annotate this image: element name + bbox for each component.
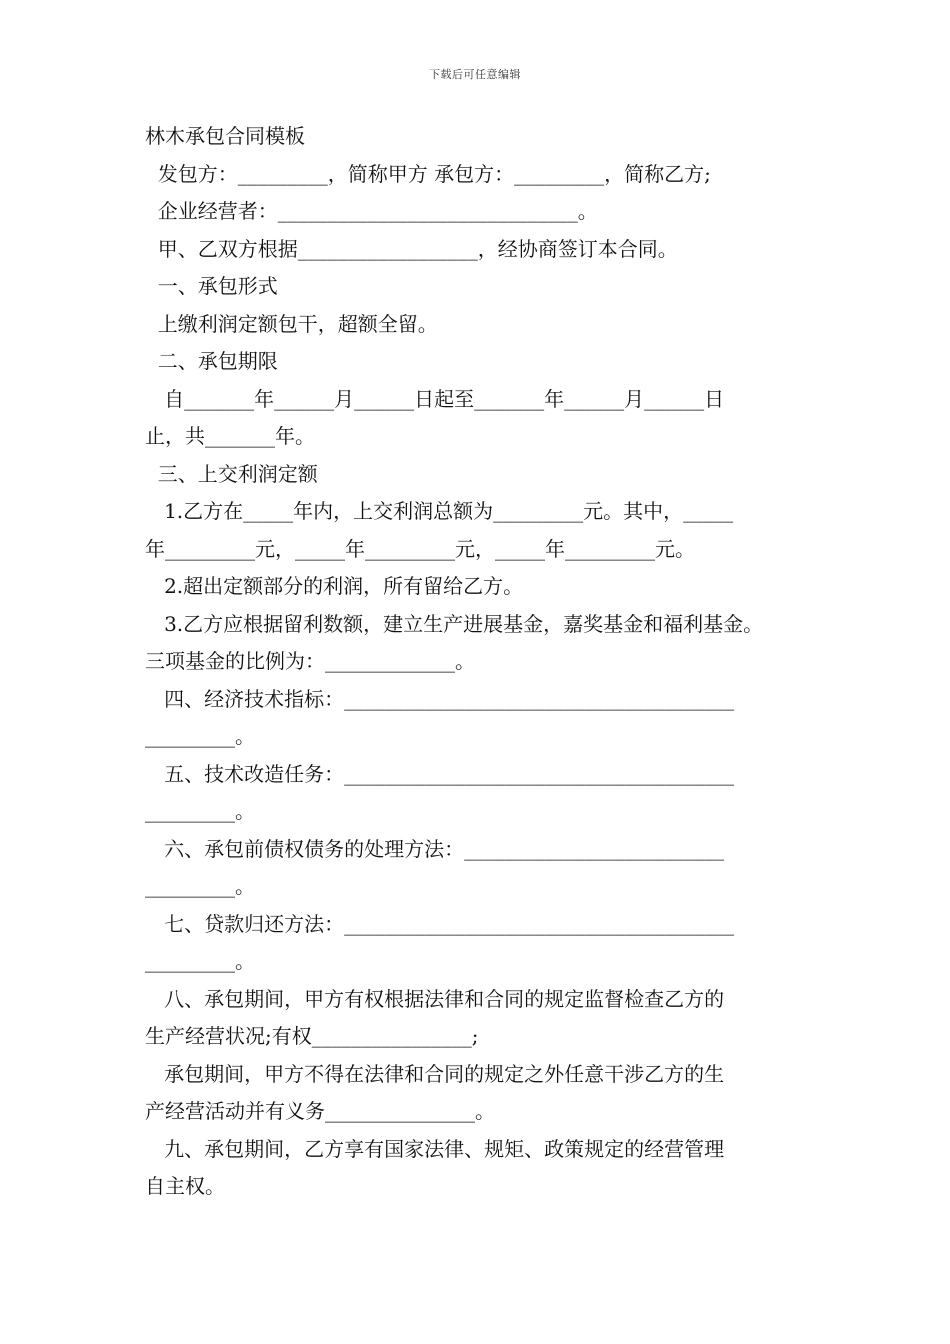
clause-line: 上缴利润定额包干，超额全留。 bbox=[145, 311, 438, 336]
section-heading: 三、上交利润定额 bbox=[145, 461, 318, 486]
clause-line: 产经营活动并有义务_______________。 bbox=[145, 1099, 495, 1123]
clause-line: 1.乙方在_____年内，上交利润总额为_________元。其中，_____ bbox=[145, 499, 734, 523]
section-heading: 六、承包前债权债务的处理方法：__________________________ bbox=[145, 836, 725, 861]
clause-line: 自主权。 bbox=[145, 1174, 225, 1198]
clause-line: 发包方：_________，简称甲方 承包方：_________，简称乙方; bbox=[145, 161, 711, 186]
clause-line: 自_______年______月______日起至_______年______月______日 bbox=[145, 386, 725, 411]
clause-line: 止，共_______年。 bbox=[145, 424, 315, 448]
document-title: 林木承包合同模板 bbox=[145, 124, 305, 148]
clause-line: 年_________元，_____年_________元，_____年_________元。 bbox=[145, 536, 695, 561]
section-heading: 七、贷款归还方法：_______________________________________ bbox=[145, 911, 735, 936]
clause-line: 甲、乙双方根据__________________，经协商签订本合同。 bbox=[145, 236, 678, 261]
section-heading: 一、承包形式 bbox=[145, 274, 278, 298]
section-heading: 四、经济技术指标：_______________________________________ bbox=[145, 686, 735, 711]
section-heading: 九、承包期间，乙方享有国家法律、规矩、政策规定的经营管理 bbox=[145, 1136, 725, 1161]
clause-line: 三项基金的比例为：_____________。 bbox=[145, 649, 475, 673]
section-heading: 八、承包期间，甲方有权根据法律和合同的规定监督检查乙方的 bbox=[145, 986, 725, 1011]
page-header-note: 下载后可任意编辑 bbox=[429, 68, 521, 81]
clause-line: _________。 bbox=[145, 799, 255, 823]
contract-body bbox=[145, 118, 810, 1206]
clause-line: 2.超出定额部分的利润，所有留给乙方。 bbox=[145, 574, 524, 598]
section-heading: 五、技术改造任务：_______________________________________ bbox=[145, 761, 735, 786]
clause-line: 承包期间，甲方不得在法律和合同的规定之外任意干涉乙方的生 bbox=[145, 1061, 725, 1086]
clause-line: _________。 bbox=[145, 949, 255, 973]
clause-line: 企业经营者：______________________________。 bbox=[145, 199, 598, 223]
clause-line: _________。 bbox=[145, 724, 255, 748]
clause-line: 生产经营状况;有权________________; bbox=[145, 1024, 479, 1048]
section-heading: 二、承包期限 bbox=[145, 349, 278, 373]
clause-line: _________。 bbox=[145, 874, 255, 898]
clause-line: 3.乙方应根据留利数额，建立生产进展基金，嘉奖基金和福利基金。 bbox=[145, 611, 764, 636]
